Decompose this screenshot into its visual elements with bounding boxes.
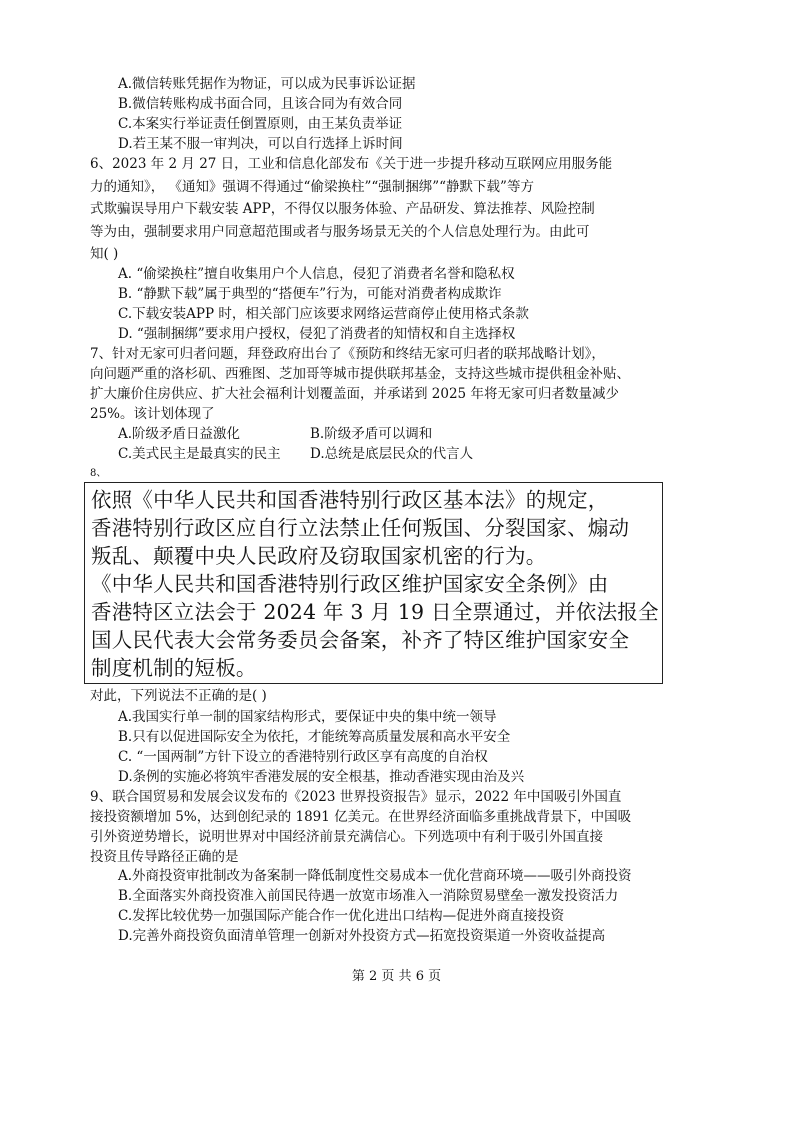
q6-stem-line: 式欺骗误导用户下载安装 APP，不得仅以服务体验、产品研发、算法推荐、风险控制 bbox=[90, 201, 595, 217]
q9-stem-line: 接投资额增加 5%，达到创纪录的 1891 亿美元。在世界经济面临多重挑战背景下，中国吸 bbox=[90, 809, 632, 825]
q8-box-line: 制度机制的短板。 bbox=[91, 656, 257, 680]
q8-number: 8、 bbox=[90, 468, 107, 479]
q7-stem-line: 25%。该计划体现了 bbox=[90, 406, 215, 422]
q6-option-c: C.下载安装APP 时，相关部门应该要求网络运营商停止使用格式条款 bbox=[118, 306, 529, 322]
q6-option-d: D. “强制捆绑”要求用户授权，侵犯了消费者的知情权和自主选择权 bbox=[118, 326, 516, 342]
q6-stem-line: 力的通知》， 《通知》强调不得通过“偷梁换柱”“强制捆绑”“静默下载”等方 bbox=[90, 179, 534, 195]
q8-stem: 对此，下列说法不正确的是( ) bbox=[90, 688, 267, 704]
q9-stem-line: 9、联合国贸易和发展会议发布的《2023 世界投资报告》显示，2022 年中国吸引外国直 bbox=[90, 789, 622, 805]
q7-option-a: A.阶级矛盾日益激化 bbox=[118, 426, 241, 442]
q5-option-b: B.微信转账构成书面合同，且该合同为有效合同 bbox=[118, 96, 403, 112]
q7-option-b: B.阶级矛盾可以调和 bbox=[310, 426, 433, 442]
q9-option-c: C.发挥比较优势一加强国际产能合作一优化进出口结构—促进外商直接投资 bbox=[118, 908, 565, 924]
q8-box-line: 香港特区立法会于 2024 年 3 月 19 日全票通过，并依法报全 bbox=[91, 600, 659, 624]
q8-option-a: A.我国实行单一制的国家结构形式，要保证中央的集中统一领导 bbox=[118, 709, 497, 725]
q5-option-a: A.微信转账凭据作为物证，可以成为民事诉讼证据 bbox=[118, 76, 416, 92]
q8-box-line: 国人民代表大会常务委员会备案，补齐了特区维护国家安全 bbox=[91, 628, 630, 652]
q6-stem-line: 等为由，强制要求用户同意超范围或者与服务场景无关的个人信息处理行为。由此可 bbox=[90, 224, 590, 240]
q8-box-line: 《中华人民共和国香港特别行政区维护国家安全条例》由 bbox=[91, 572, 609, 596]
page-footer: 第 2 页 共 6 页 bbox=[351, 969, 442, 984]
q7-stem-line: 7、针对无家可归者问题，拜登政府出台了《预防和终结无家可归者的联邦战略计划》， bbox=[90, 346, 605, 362]
q6-stem-line: 知( ) bbox=[90, 246, 119, 262]
q5-option-d: D.若王某不服一审判决，可以自行选择上诉时间 bbox=[118, 136, 403, 152]
q8-box-line: 依照《中华人民共和国香港特别行政区基本法》的规定， bbox=[91, 488, 609, 512]
q8-box-line: 叛乱、颠覆中央人民政府及窃取国家机密的行为。 bbox=[91, 544, 547, 568]
q9-stem-line: 引外资逆势增长，说明世界对中国经济前景充满信心。下列选项中有利于吸引外国直接 bbox=[90, 829, 603, 845]
q6-option-a: A. “偷梁换柱”擅自收集用户个人信息，侵犯了消费者名誉和隐私权 bbox=[118, 266, 515, 282]
q9-stem-line: 投资且传导路径正确的是 bbox=[90, 849, 239, 865]
q7-option-c: C.美式民主是最真实的民主 bbox=[118, 446, 281, 462]
q5-option-c: C.本案实行举证责任倒置原则，由王某负责举证 bbox=[118, 116, 403, 132]
q7-stem-line: 扩大廉价住房供应、扩大社会福利计划覆盖面，并承诺到 2025 年将无家可归者数量减少 bbox=[90, 386, 619, 402]
q8-material-box bbox=[84, 482, 663, 684]
q8-option-c: C. “一国两制”方针下设立的香港特别行政区享有高度的自治权 bbox=[118, 749, 488, 765]
q7-stem-line: 向问题严重的洛杉矶、西雅图、芝加哥等城市提供联邦基金，支持这些城市提供租金补贴、 bbox=[90, 366, 630, 382]
q9-option-b: B.全面落实外商投资准入前国民待遇一放宽市场准入一消除贸易壁垒一激发投资活力 bbox=[118, 888, 619, 904]
q7-option-d: D.总统是底层民众的代言人 bbox=[310, 446, 474, 462]
q6-stem-line: 6、2023 年 2 月 27 日，工业和信息化部发布《关于进一步提升移动互联网应用服务能 bbox=[90, 156, 613, 172]
q9-option-d: D.完善外商投资负面清单管理一创新对外投资方式—拓宽投资渠道一外资收益提高 bbox=[118, 928, 606, 944]
q9-option-a: A.外商投资审批制改为备案制一降低制度性交易成本一优化营商环境——吸引外商投资 bbox=[118, 868, 632, 884]
q6-option-b: B. “静默下载”属于典型的“搭便车”行为，可能对消费者构成欺诈 bbox=[118, 286, 502, 302]
q8-box-line: 香港特别行政区应自行立法禁止任何叛国、分裂国家、煽动 bbox=[91, 516, 630, 540]
q8-option-b: B.只有以促进国际安全为依托，才能统筹高质量发展和高水平安全 bbox=[118, 729, 511, 745]
q8-option-d: D.条例的实施必将筑牢香港发展的安全根基，推动香港实现由治及兴 bbox=[118, 769, 525, 785]
